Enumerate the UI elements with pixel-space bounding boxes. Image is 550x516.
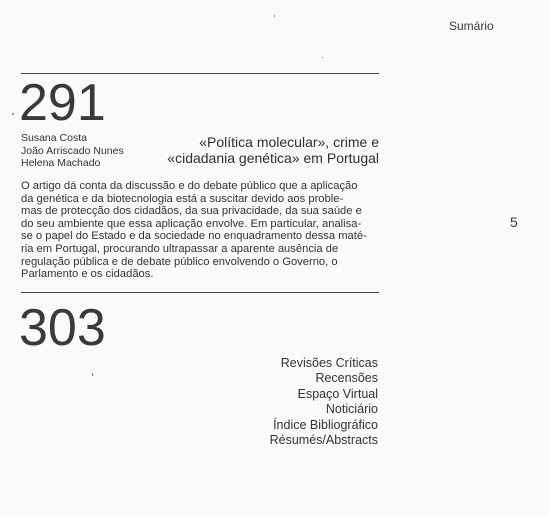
scan-speck [92, 373, 93, 376]
scan-speck [322, 57, 323, 58]
entry-page-number: 303 [19, 299, 106, 357]
author-name: João Arriscado Nunes [21, 144, 124, 157]
abstract-line: O artigo dá conta da discussão e do debate público que a aplicação [21, 180, 358, 192]
article-title-line: «Política molecular», crime e [199, 134, 379, 150]
article-title [139, 134, 379, 166]
section-item: Recensões [315, 371, 378, 386]
abstract-line: mas de protecção dos cidadãos, da sua privacidade, da sua saúde e [21, 205, 362, 218]
section-item: Índice Bibliográfico [273, 417, 378, 432]
author-name: Susana Costa [21, 132, 87, 144]
author-name: Helena Machado [21, 157, 101, 169]
article-title-line: «cidadania genética» em Portugal [167, 150, 379, 166]
section-item: Résumés/Abstracts [269, 433, 378, 448]
author-list [21, 132, 124, 170]
scan-speck [12, 113, 14, 115]
section-item: Noticiário [325, 402, 378, 417]
abstract-line: do seu ambiente que essa aplicação envolve. Em particular, analisa- [21, 217, 362, 230]
page-number: 5 [510, 214, 518, 230]
section-list [270, 356, 378, 448]
section-item: Espaço Virtual [297, 386, 378, 401]
article-abstract [21, 180, 379, 281]
divider-rule [21, 292, 379, 293]
section-title: Sumário [449, 19, 494, 33]
abstract-line: ria em Portugal, procurando ultrapassar a aparente ausência de [21, 242, 339, 255]
abstract-line: da genética e da biotecnologia está a suscitar devido aos proble- [21, 192, 344, 205]
scan-speck [274, 15, 275, 17]
abstract-line: regulação pública e de debate público envolvendo o Governo, o [21, 255, 338, 268]
abstract-line: Parlamento e os cidadãos. [21, 268, 154, 281]
entry-page-number: 291 [19, 74, 106, 132]
abstract-line: se o papel do Estado e da sociedade no enquadramento dessa maté- [21, 230, 367, 243]
section-item: Revisões Críticas [280, 356, 378, 370]
